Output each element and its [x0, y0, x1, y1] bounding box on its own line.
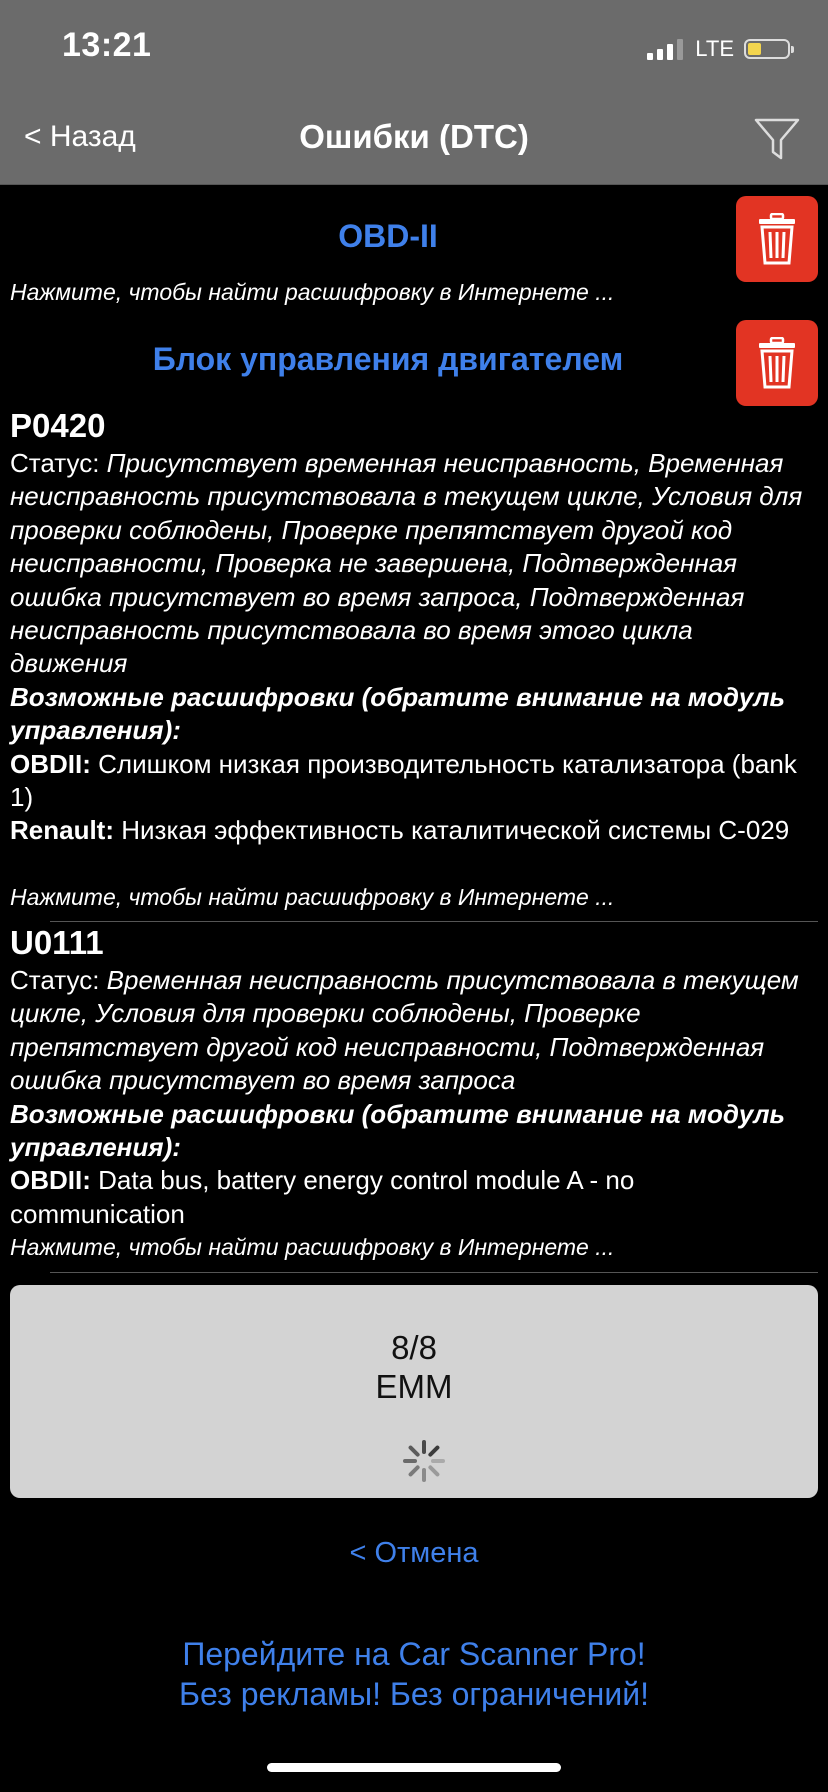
promo-line-2: Без рекламы! Без ограничений!: [179, 1676, 649, 1712]
decodings-header: Возможные расшифровки (обратите внимание на модуль управления):: [10, 681, 785, 746]
status-label: Статус:: [10, 448, 100, 478]
decoding-source: Renault:: [10, 815, 114, 846]
divider: [50, 921, 818, 922]
decoding-item: [10, 1164, 810, 1231]
navigation-bar: [0, 0, 828, 185]
section-title-obd2: OBD-II: [338, 218, 438, 254]
divider: [50, 1272, 818, 1273]
cancel-button[interactable]: < Отмена: [349, 1537, 479, 1569]
status-label: Статус:: [10, 965, 100, 995]
spinner-tick: [411, 1467, 418, 1474]
loading-spinner-icon: [402, 1439, 446, 1483]
dtc-item[interactable]: [10, 406, 810, 848]
page-title: Ошибки (DTC): [299, 118, 529, 155]
home-indicator[interactable]: [267, 1763, 561, 1772]
section-title-engine: Блок управления двигателем: [152, 341, 624, 377]
status-text: Временная неисправность присутствовала в текущем цикле, Условия для проверки соблюдены, Проверке препятствует другой код неисправности, Подтвержденная ошибка присутствует во время запроса: [10, 965, 799, 1096]
battery-icon: [744, 39, 790, 59]
trash-icon[interactable]: [736, 320, 818, 406]
spinner-tick: [430, 1448, 437, 1455]
status-indicators: [647, 34, 790, 64]
dtc-code: U0111: [10, 924, 104, 961]
decodings-header: Возможные расшифровки (обратите внимание на модуль управления):: [10, 1098, 785, 1163]
trash-icon[interactable]: [736, 196, 818, 282]
filter-icon[interactable]: [752, 114, 802, 164]
progress-count: 8/8: [391, 1329, 437, 1366]
spinner-tick: [430, 1467, 437, 1474]
search-online-link[interactable]: Нажмите, чтобы найти расшифровку в Интернете ...: [10, 1234, 615, 1260]
decoding-item: [10, 748, 810, 815]
decoding-source: OBDII:: [10, 1165, 91, 1196]
scan-progress-panel: [10, 1285, 818, 1498]
dtc-status: [10, 447, 810, 681]
network-type: LTE: [695, 36, 734, 61]
search-online-link[interactable]: Нажмите, чтобы найти расшифровку в Интернете ...: [10, 884, 615, 910]
upgrade-promo-link[interactable]: [0, 1634, 828, 1714]
progress-module-name: EMM: [375, 1368, 453, 1405]
status-text: Присутствует временная неисправность, Временная неисправность присутствовала в текущем цикле, Условия для проверки соблюдены, Проверке препятствует другой код неисправности, Проверка не завершена, Подтвержденная ошибка присутствует во время запроса, Подтвержденная неисправность присутствовала во время этого цикла движения: [10, 448, 803, 679]
decoding-item: [10, 814, 810, 847]
battery-level-fill: [748, 43, 761, 55]
decoding-text: Data bus, battery energy control module A - no communication: [10, 1165, 635, 1229]
dtc-status: [10, 964, 810, 1098]
cellular-signal-icon: [647, 38, 683, 60]
dtc-code: P0420: [10, 407, 106, 444]
status-time: 13:21: [62, 26, 152, 64]
decoding-text: Низкая эффективность каталитической системы C-029: [121, 815, 790, 846]
spinner-tick: [411, 1448, 418, 1455]
decoding-text: Слишком низкая производительность катализатора (bank 1): [10, 748, 797, 813]
back-button[interactable]: < Назад: [24, 120, 136, 153]
search-online-link[interactable]: Нажмите, чтобы найти расшифровку в Интернете ...: [10, 279, 615, 305]
dtc-item[interactable]: [10, 923, 810, 1231]
promo-line-1: Перейдите на Car Scanner Pro!: [182, 1636, 646, 1672]
decoding-source: OBDII:: [10, 748, 91, 779]
